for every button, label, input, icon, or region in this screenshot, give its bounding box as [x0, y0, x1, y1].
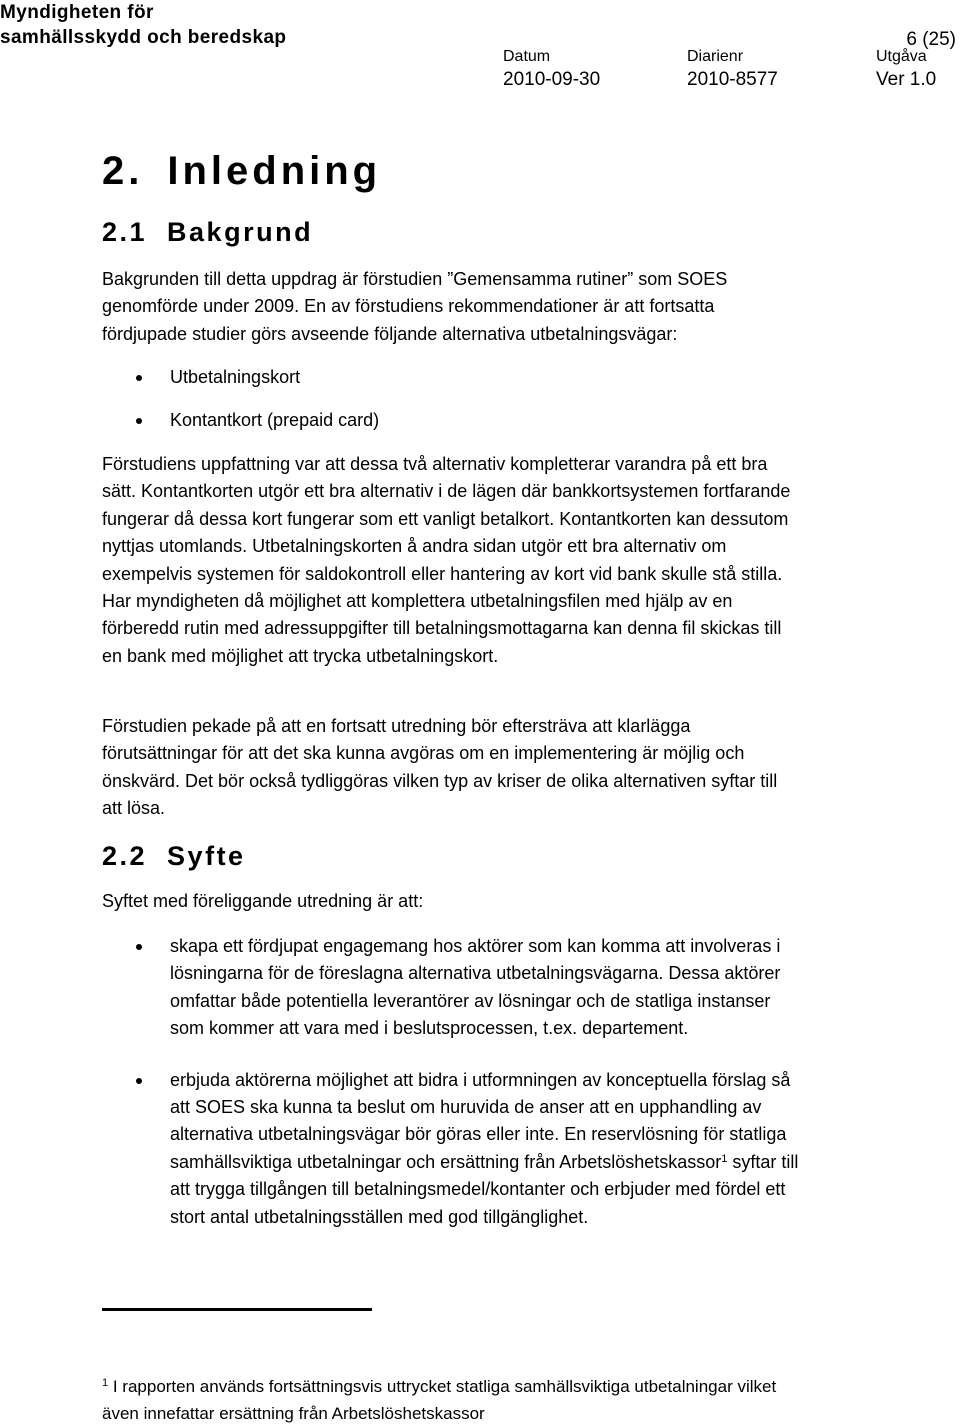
- paragraph-syfte-intro: Syftet med föreliggande utredning är att:: [102, 891, 424, 911]
- date-field: [503, 47, 600, 93]
- footnote-mark: 1: [102, 1377, 109, 1389]
- paragraph-bakgrund: Bakgrunden till detta uppdrag är förstudien ”Gemensamma rutiner” som SOES genomförde under 2009. En av förstudiens rekommendationer är att fortsatta fördjupade studier görs avseende följande alternativa utbetalningsvägar:: [102, 269, 728, 344]
- list-item-text: Kontantkort (prepaid card): [170, 410, 380, 431]
- payment-options-list: [102, 364, 802, 451]
- chapter-number: 2.: [102, 149, 144, 193]
- org-line-1: Myndigheten för: [0, 2, 154, 23]
- list-item-text: erbjuda aktörerna möjlighet att bidra i utformningen av konceptuella förslag så att SOES ska kunna ta beslut om huruvida de anser att en upphandling av alternativa utbetalningsvägar bör göras eller inte. En reservlösning för statliga samhällsviktiga utbetalningar och ersättning från Arbetslöshetskassor: [170, 1069, 791, 1172]
- footnote-separator: [102, 1308, 372, 1311]
- diarienr-label: Diarienr: [687, 48, 744, 65]
- footnote-text: I rapporten används fortsättningsvis uttrycket statliga samhällsviktiga utbetalningar vilket även innefattar ersättning från Arbetslöshetskassor: [102, 1377, 777, 1423]
- paragraph-utredning: Förstudien pekade på att en fortsatt utredning bör eftersträva att klarlägga förutsättningar för att det ska kunna avgöras om en implementering är möjlig och önskvärd. Det bör också tydliggöras vilken typ av kriser de olika alternativen syftar till att lösa.: [102, 716, 778, 819]
- bullet-icon: [136, 944, 142, 950]
- list-item: [102, 364, 802, 391]
- section-title: Syfte: [167, 841, 246, 871]
- diarienr-field: [687, 47, 778, 93]
- paragraph-forstudie: Förstudiens uppfattning var att dessa två alternativ kompletterar varandra på ett bra sätt. Kontantkorten utgör ett bra alternativ i de lägen där bankkortsystemen fortfarande fungerar då dessa kort fungerar som ett vanligt betalkort. Kontantkorten kan dessutom nyttjas utomlands. Utbetalningskorten å andra sidan utgör ett bra alternativ om exempelvis systemen för saldokontroll eller hantering av kort vid bank skulle stå stilla. Har myndigheten då möjlighet att komplettera utbetalningsfilen med hjälp av en förberedd rutin med adressuppgifter till betalningsmottagarna kan denna fil skickas till en bank med möjlighet att trycka utbetalningskort.: [102, 454, 791, 666]
- footnote-reference[interactable]: 1: [721, 1152, 728, 1165]
- list-item-text: skapa ett fördjupat engagemang hos aktörer som kan komma att involveras i lösningarna för de föreslagna alternativa utbetalningsvägarna. Dessa aktörer omfattar både potentiella leverantörer av lösningar och de statliga instanser som kommer att vara med i beslutsprocessen, t.ex. departement.: [170, 936, 781, 1039]
- bullet-icon: [136, 375, 142, 381]
- list-item: [102, 1067, 802, 1231]
- section-number: 2.2: [102, 841, 148, 871]
- version-value: Ver 1.0: [876, 69, 937, 90]
- section-number: 2.1: [102, 217, 148, 247]
- section-title: Bakgrund: [167, 217, 314, 247]
- section-heading-syfte: [102, 839, 246, 873]
- list-item: [102, 933, 802, 1043]
- purpose-list: [102, 933, 802, 1255]
- chapter-title: Inledning: [167, 149, 382, 193]
- bullet-icon: [136, 418, 142, 424]
- section-heading-bakgrund: [102, 215, 313, 249]
- bullet-icon: [136, 1078, 142, 1084]
- list-item-text-continued: syftar till att trygga tillgången till betalningsmedel/kontanter och erbjuder med fördel ett stort antal utbetalningsställen med god tillgänglighet.: [170, 1151, 799, 1227]
- version-label: Utgåva: [876, 48, 927, 65]
- org-line-2: samhällsskydd och beredskap: [0, 27, 287, 48]
- diarienr-value: 2010-8577: [687, 69, 778, 90]
- page-number: 6 (25): [906, 29, 956, 50]
- organization-name: [0, 0, 286, 50]
- list-item-text: Utbetalningskort: [170, 367, 301, 387]
- footnote: [102, 1373, 802, 1427]
- date-value: 2010-09-30: [503, 69, 601, 90]
- list-item: [102, 407, 802, 434]
- date-label: Datum: [503, 48, 551, 65]
- chapter-heading: [102, 146, 381, 196]
- version-field: [876, 47, 936, 93]
